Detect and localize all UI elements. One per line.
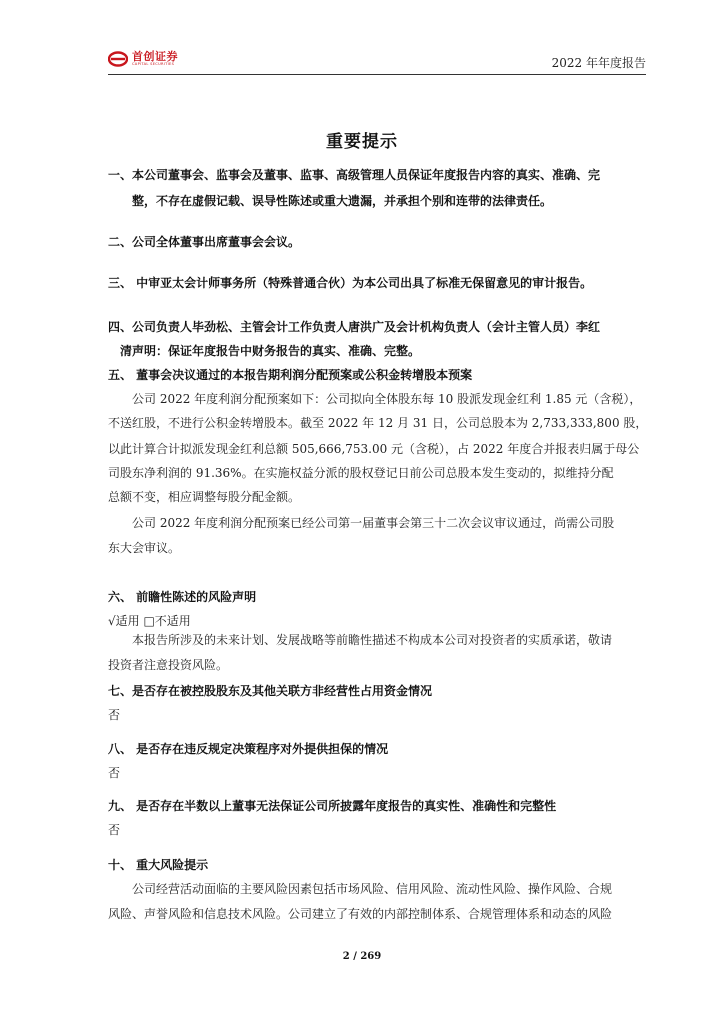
item-two: 二、公司全体董事出席董事会会议。 <box>108 235 301 249</box>
item-six-heading: 六、 前瞻性陈述的风险声明 <box>108 590 257 604</box>
item-five-paragraph2-line2: 东大会审议。 <box>108 541 181 555</box>
page-header <box>108 48 646 75</box>
item-one-line1: 一、本公司董事会、监事会及董事、监事、高级管理人员保证年度报告内容的真实、准确、完 <box>108 168 601 182</box>
logo-name-cn: 首创证券 <box>132 50 178 64</box>
item-five-heading: 五、 董事会决议通过的本报告期利润分配预案或公积金转增股本预案 <box>108 368 473 382</box>
item-nine-answer: 否 <box>108 823 121 837</box>
item-eight-answer: 否 <box>108 766 121 780</box>
logo-name-en: CAPITAL SECURITIES <box>132 62 175 67</box>
item-ten-heading: 十、 重大风险提示 <box>108 858 209 872</box>
item-five-paragraph2-line1: 公司 2022 年度利润分配预案已经公司第一届董事会第三十二次会议审议通过，尚需公司股 <box>132 516 615 530</box>
company-logo <box>108 48 178 70</box>
item-six-paragraph-line1: 本报告所涉及的未来计划、发展战略等前瞻性描述不构成本公司对投资者的实质承诺，敬请 <box>132 633 613 647</box>
item-five-paragraph1-line4: 司股东净利润的 91.36%。在实施权益分派的股权登记日前公司总股本发生变动的，拟维持分配 <box>108 466 614 480</box>
item-three: 三、 中审亚太会计师事务所（特殊普通合伙）为本公司出具了标准无保留意见的审计报告。 <box>108 276 593 290</box>
page-number: 2 / 269 <box>342 951 382 962</box>
item-five-paragraph1-line1: 公司 2022 年度利润分配预案如下：公司拟向全体股东每 10 股派发现金红利 1.85 元（含税）， <box>132 392 642 406</box>
item-seven-heading: 七、是否存在被控股股东及其他关联方非经营性占用资金情况 <box>108 684 433 698</box>
item-nine-heading: 九、 是否存在半数以上董事无法保证公司所披露年度报告的真实性、准确性和完整性 <box>108 799 557 813</box>
page-title: 重要提示 <box>326 132 398 152</box>
item-five-paragraph1-line3: 以此计算合计拟派发现金红利总额 505,666,753.00 元（含税），占 2022 年度合并报表归属于母公 <box>108 442 640 456</box>
item-ten-paragraph-line2: 风险、声誉风险和信息技术风险。公司建立了有效的内部控制体系、合规管理体系和动态的风险 <box>108 907 613 921</box>
item-seven-answer: 否 <box>108 708 121 722</box>
item-four-line1: 四、公司负责人毕劲松、主管会计工作负责人唐洪广及会计机构负责人（会计主管人员）李红 <box>108 320 601 334</box>
item-one-line2: 整，不存在虚假记载、误导性陈述或重大遗漏，并承担个别和连带的法律责任。 <box>132 194 553 208</box>
item-five-paragraph1-line5: 总额不变，相应调整每股分配金额。 <box>108 490 301 504</box>
item-six-options: √适用 □不适用 <box>108 614 191 628</box>
item-eight-heading: 八、 是否存在违反规定决策程序对外提供担保的情况 <box>108 742 389 756</box>
item-six-paragraph-line2: 投资者注意投资风险。 <box>108 658 229 672</box>
report-title: 2022 年年度报告 <box>551 56 646 70</box>
logo-mark-icon <box>108 51 128 67</box>
item-five-paragraph1-line2: 不送红股，不进行公积金转增股本。截至 2022 年 12 月 31 日，公司总股本为 2,733,333,800 股， <box>108 416 648 430</box>
item-ten-paragraph-line1: 公司经营活动面临的主要风险因素包括市场风险、信用风险、流动性风险、操作风险、合规 <box>132 882 613 896</box>
item-four-line2: 清声明：保证年度报告中财务报告的真实、准确、完整。 <box>120 344 421 358</box>
